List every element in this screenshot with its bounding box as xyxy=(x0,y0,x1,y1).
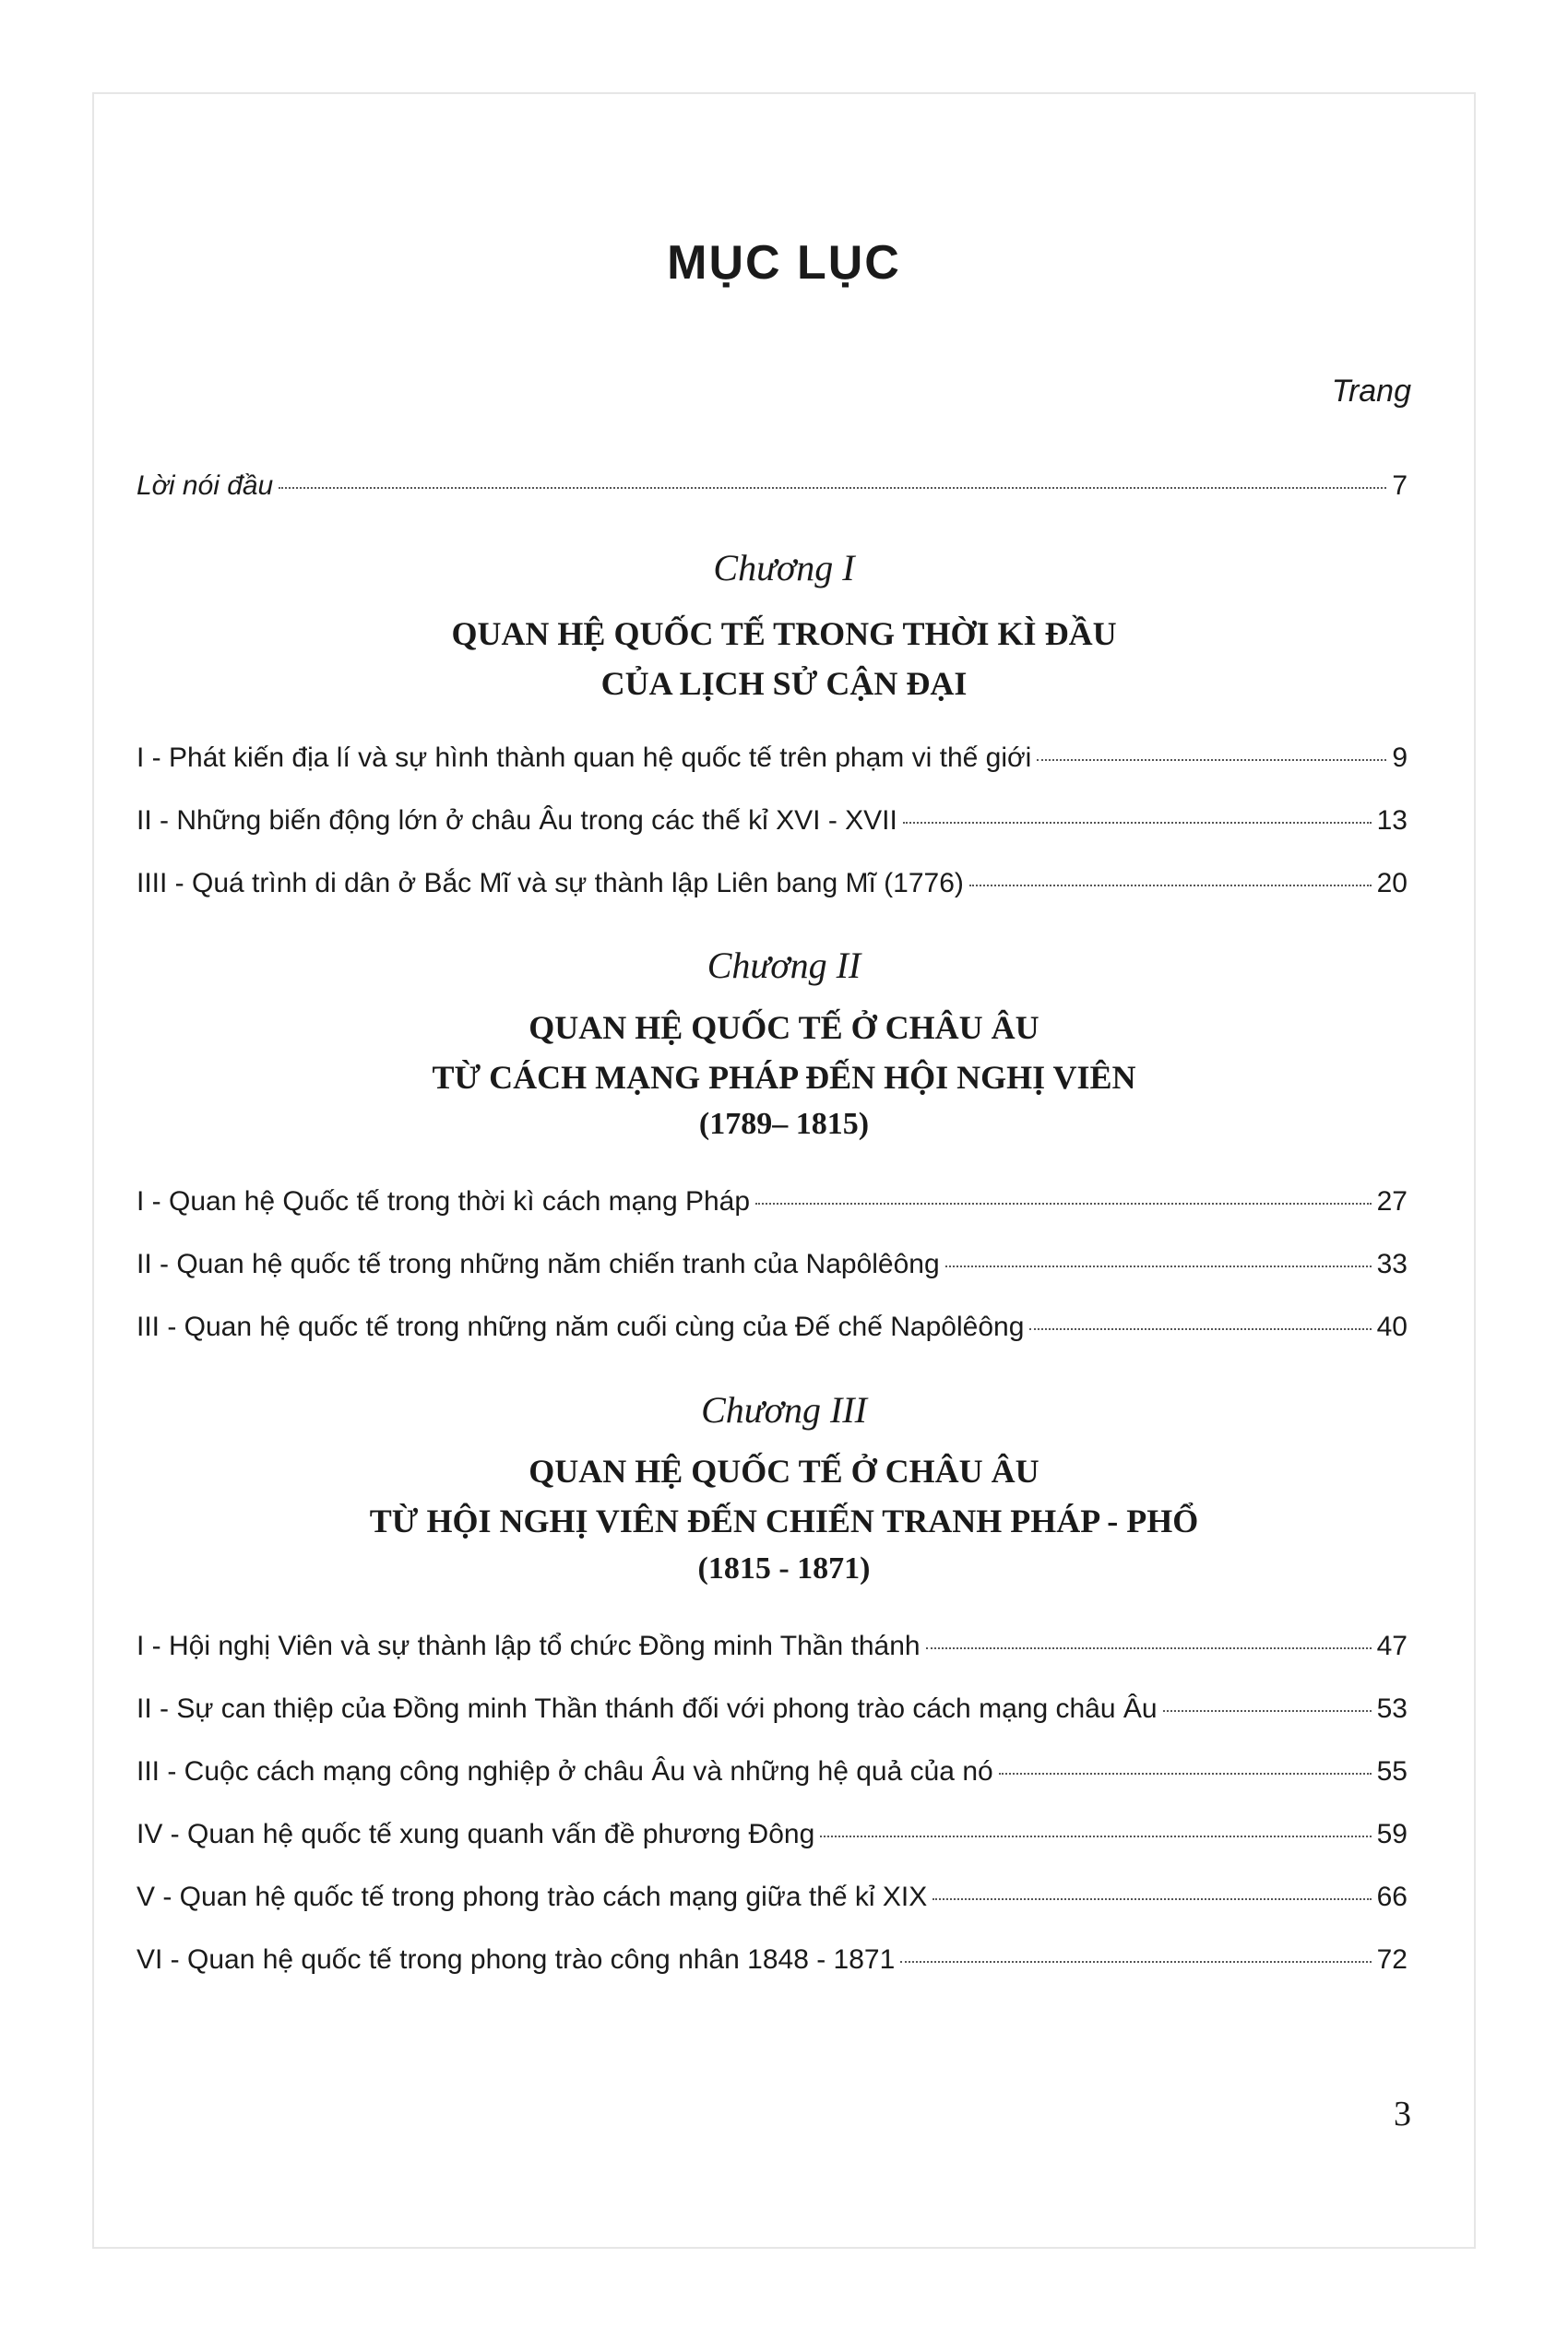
chapter-heading-line: QUAN HỆ QUỐC TẾ TRONG THỜI KÌ ĐẦU xyxy=(451,615,1117,652)
toc-entry[interactable] xyxy=(137,1756,1408,1788)
toc-entry-label: VI - Quan hệ quốc tế trong phong trào công nhân 1848 - 1871 xyxy=(137,1944,896,1975)
toc-entry-page: 27 xyxy=(1376,1186,1408,1217)
page-border xyxy=(92,92,1476,2249)
toc-entry-label: III - Cuộc cách mạng công nghiệp ở châu Âu và những hệ quả của nó xyxy=(137,1756,993,1787)
dot-leader xyxy=(755,1203,1372,1205)
chapter-heading-line: QUAN HỆ QUỐC TẾ Ở CHÂU ÂU xyxy=(529,1453,1039,1490)
toc-entry-page: 13 xyxy=(1376,805,1408,836)
toc-entry-label: I - Hội nghị Viên và sự thành lập tổ chức Đồng minh Thần thánh xyxy=(137,1631,921,1661)
dot-leader xyxy=(900,1961,1371,1963)
toc-entry[interactable] xyxy=(137,1944,1408,1976)
toc-entry-page: 53 xyxy=(1376,1693,1408,1724)
toc-entry[interactable] xyxy=(137,868,1408,899)
toc-entry-page: 66 xyxy=(1376,1882,1408,1912)
toc-entry-page: 33 xyxy=(1376,1249,1408,1279)
dot-leader xyxy=(969,885,1372,886)
chapter-heading-line: TỪ CÁCH MẠNG PHÁP ĐẾN HỘI NGHỊ VIÊN xyxy=(432,1059,1136,1096)
toc-entry-foreword[interactable] xyxy=(137,470,1408,502)
toc-entry-page: 7 xyxy=(1392,470,1408,501)
dot-leader xyxy=(926,1647,1372,1649)
toc-entry-label: I - Phát kiến địa lí và sự hình thành quan hệ quốc tế trên phạm vi thế giới xyxy=(137,743,1032,773)
toc-entry[interactable] xyxy=(137,1631,1408,1662)
toc-entry-page: 55 xyxy=(1376,1756,1408,1787)
toc-entry[interactable] xyxy=(137,743,1408,774)
toc-entry-label: IIII - Quá trình di dân ở Bắc Mĩ và sự thành lập Liên bang Mĩ (1776) xyxy=(137,868,964,898)
page-number: 3 xyxy=(1394,2095,1411,2133)
dot-leader xyxy=(945,1266,1372,1267)
toc-entry-page: 47 xyxy=(1376,1631,1408,1661)
toc-entry[interactable] xyxy=(137,1249,1408,1280)
dot-leader xyxy=(1029,1328,1371,1330)
toc-entry-label: I - Quan hệ Quốc tế trong thời kì cách mạng Pháp xyxy=(137,1186,751,1217)
page-title: MỤC LỤC xyxy=(667,236,901,290)
chapter-heading-line: QUAN HỆ QUỐC TẾ Ở CHÂU ÂU xyxy=(529,1009,1039,1046)
chapter-years: (1789– 1815) xyxy=(698,1107,870,1141)
toc-entry[interactable] xyxy=(137,1312,1408,1343)
dot-leader xyxy=(903,822,1372,824)
dot-leader xyxy=(999,1773,1372,1775)
toc-entry[interactable] xyxy=(137,1882,1408,1913)
chapter-label: Chương II xyxy=(707,945,861,986)
toc-entry-label: IV - Quan hệ quốc tế xung quanh vấn đề phương Đông xyxy=(137,1819,815,1849)
toc-entry-label: III - Quan hệ quốc tế trong những năm cuối cùng của Đế chế Napôlêông xyxy=(137,1312,1025,1342)
toc-entry-label: II - Quan hệ quốc tế trong những năm chiến tranh của Napôlêông xyxy=(137,1249,940,1279)
toc-entry[interactable] xyxy=(137,1186,1408,1218)
page-column-header: Trang xyxy=(1331,374,1411,409)
toc-entry[interactable] xyxy=(137,1819,1408,1850)
toc-entry[interactable] xyxy=(137,1693,1408,1725)
toc-entry-label: II - Sự can thiệp của Đồng minh Thần thánh đối với phong trào cách mạng châu Âu xyxy=(137,1693,1158,1724)
chapter-heading-line: TỪ HỘI NGHỊ VIÊN ĐẾN CHIẾN TRANH PHÁP - PHỔ xyxy=(369,1503,1199,1539)
chapter-heading-line: CỦA LỊCH SỬ CẬN ĐẠI xyxy=(600,665,968,702)
toc-entry[interactable] xyxy=(137,805,1408,837)
toc-entry-label: V - Quan hệ quốc tế trong phong trào cách mạng giữa thế kỉ XIX xyxy=(137,1882,928,1912)
dot-leader xyxy=(932,1898,1371,1900)
dot-leader xyxy=(820,1836,1371,1837)
chapter-label: Chương I xyxy=(713,547,855,588)
toc-entry-label: II - Những biến động lớn ở châu Âu trong các thế kỉ XVI - XVII xyxy=(137,805,897,836)
chapter-years: (1815 - 1871) xyxy=(697,1551,871,1586)
toc-entry-page: 40 xyxy=(1376,1312,1408,1342)
toc-entry-label: Lời nói đầu xyxy=(137,470,274,501)
toc-entry-page: 9 xyxy=(1392,743,1408,773)
toc-entry-page: 72 xyxy=(1376,1944,1408,1975)
dot-leader xyxy=(1037,759,1386,761)
dot-leader xyxy=(279,487,1386,489)
toc-entry-page: 59 xyxy=(1376,1819,1408,1849)
toc-entry-page: 20 xyxy=(1376,868,1408,898)
chapter-label: Chương III xyxy=(701,1389,867,1431)
dot-leader xyxy=(1163,1710,1372,1712)
